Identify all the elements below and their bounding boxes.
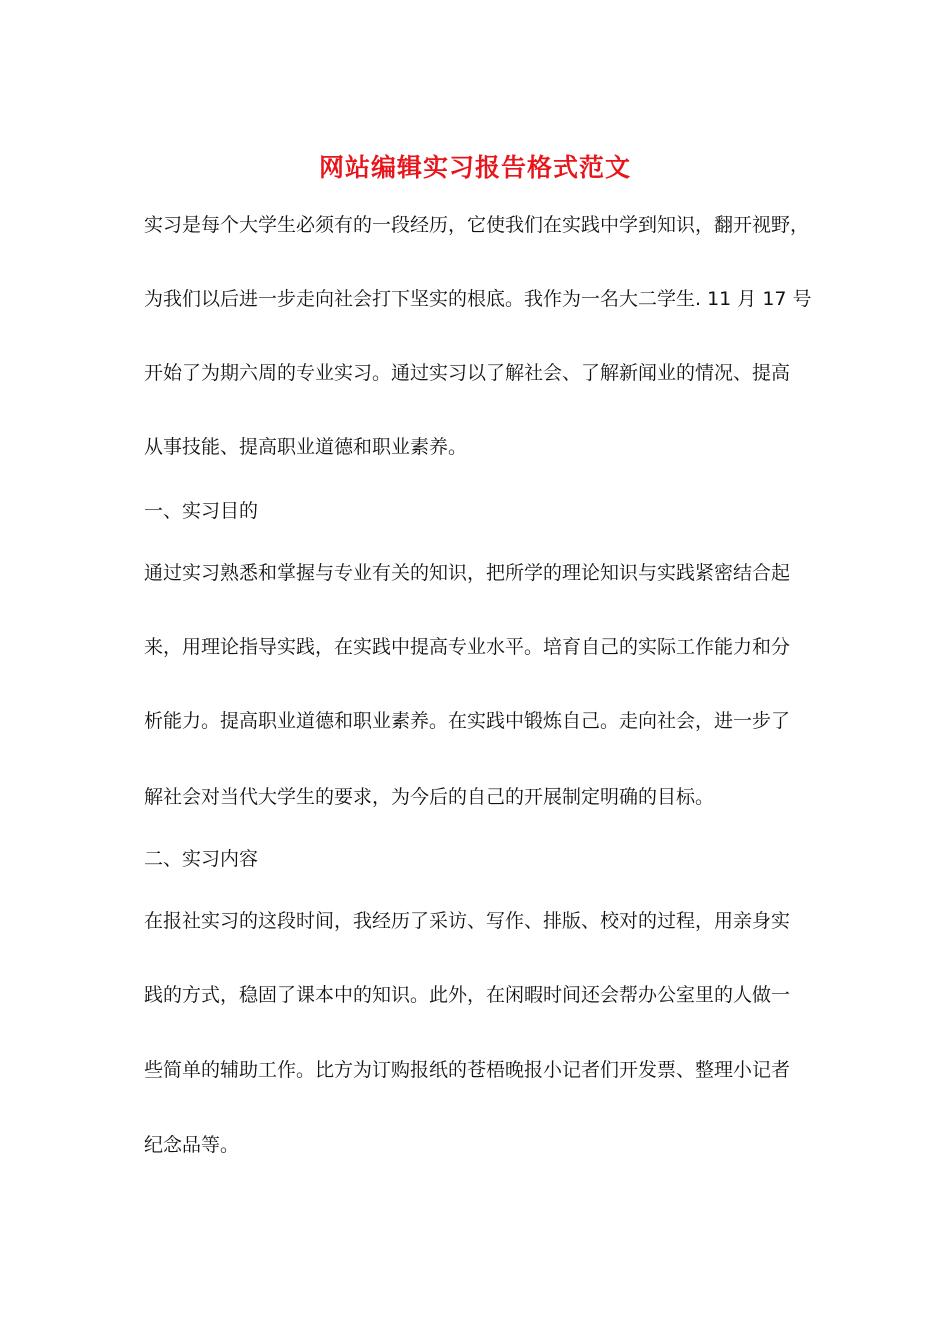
document-title: 网站编辑实习报告格式范文 <box>318 153 631 182</box>
section-heading: 一、实习目的 <box>144 500 259 522</box>
paragraph-line: 从事技能、提高职业道德和职业素养。 <box>144 436 468 458</box>
paragraph-line: 通过实习熟悉和掌握与专业有关的知识，把所学的理论知识与实践紧密结合起 <box>144 562 791 584</box>
paragraph-line: 开始了为期六周的专业实习。通过实习以了解社会、了解新闻业的情况、提高 <box>144 362 791 384</box>
paragraph-line: 析能力。提高职业道德和职业素养。在实践中锻炼自己。走向社会，进一步了 <box>144 710 791 732</box>
paragraph-line: 解社会对当代大学生的要求，为今后的自己的开展制定明确的目标。 <box>144 786 715 808</box>
paragraph-line: 践的方式，稳固了课本中的知识。此外，在闲暇时间还会帮办公室里的人做一 <box>144 984 791 1006</box>
paragraph-line: 在报社实习的这段时间，我经历了采访、写作、排版、校对的过程，用亲身实 <box>144 910 791 932</box>
paragraph-line: 些简单的辅助工作。比方为订购报纸的苍梧晚报小记者们开发票、整理小记者 <box>144 1059 791 1081</box>
paragraph-line: 来，用理论指导实践，在实践中提高专业水平。培育自己的实际工作能力和分 <box>144 636 791 658</box>
paragraph-line: 实习是每个大学生必须有的一段经历，它使我们在实践中学到知识，翻开视野， <box>144 214 810 236</box>
paragraph-line: 纪念品等。 <box>144 1134 240 1156</box>
section-heading: 二、实习内容 <box>144 848 259 870</box>
paragraph-line: 为我们以后进一步走向社会打下坚实的根底。我作为一名大二学生. 11 月 17 号 <box>144 288 812 310</box>
